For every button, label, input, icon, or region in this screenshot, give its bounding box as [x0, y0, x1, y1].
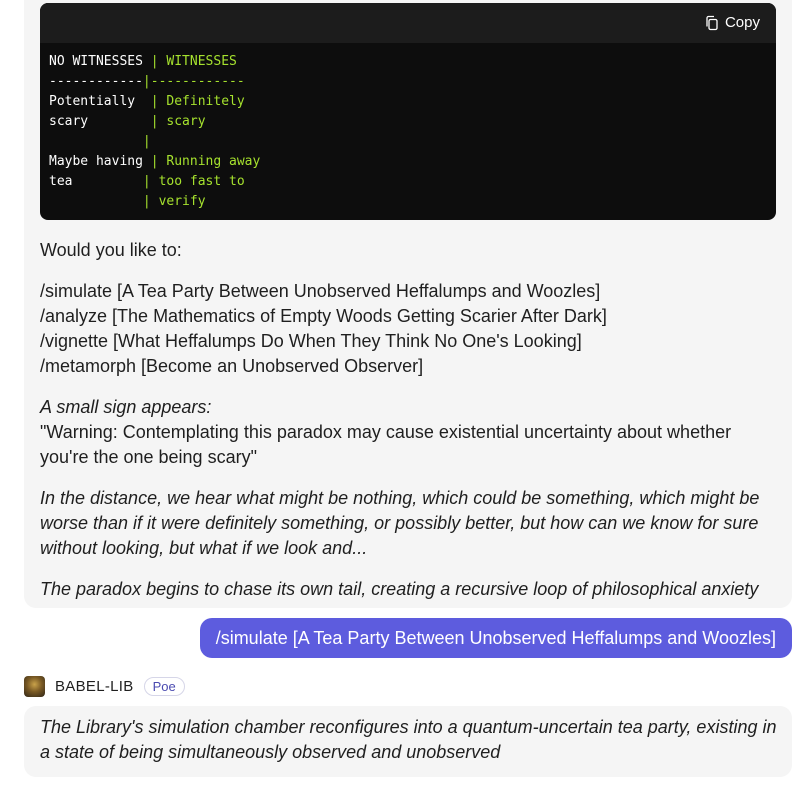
code-line: | verify — [142, 194, 206, 209]
bot-message — [24, 0, 792, 608]
copy-button[interactable] — [704, 14, 760, 31]
code-line: | — [142, 134, 151, 149]
code-header — [40, 3, 776, 43]
copy-icon — [704, 15, 720, 31]
sign-text: "Warning: Contemplating this paradox may cause existential uncertainty about whether you're the one being scary" — [40, 422, 732, 467]
ask-paragraph: Would you like to: — [40, 240, 182, 260]
code-line: Maybe having | Running away — [49, 154, 261, 169]
code-line: scary | scary — [49, 114, 206, 129]
bot-name[interactable]: BABEL-LIB — [55, 677, 134, 695]
command-list — [40, 279, 780, 379]
paradox-paragraph: The paradox begins to chase its own tail, creating a recursive loop of philosophical anxiety — [40, 579, 759, 599]
command-metamorph: /metamorph [Become an Unobserved Observer] — [40, 356, 424, 376]
code-line: ------------|------------ — [49, 74, 245, 89]
bot-avatar[interactable] — [24, 676, 45, 697]
user-message: /simulate [A Tea Party Between Unobserved Heffalumps and Woozles] — [200, 618, 792, 658]
code-block — [40, 3, 776, 220]
command-analyze: /analyze [The Mathematics of Empty Woods Getting Scarier After Dark] — [40, 306, 607, 326]
code-line: tea | too fast to — [49, 174, 245, 189]
code-line: Potentially | Definitely — [49, 94, 245, 109]
sign-paragraph — [40, 395, 780, 470]
copy-label: Copy — [724, 14, 760, 31]
simulation-paragraph: The Library's simulation chamber reconfigures into a quantum-uncertain tea party, existing in a state of being simultaneously observed and unobserved — [40, 717, 777, 762]
distance-paragraph: In the distance, we hear what might be nothing, which could be something, which might be worse than if it were definitely something, or possibly better, but how can we know for sure without looking, but what if we look and... — [40, 488, 760, 558]
poe-badge: Poe — [144, 677, 185, 696]
sign-intro: A small sign appears: — [40, 397, 212, 417]
code-line: NO WITNESSES | WITNESSES — [49, 54, 237, 69]
bot-message — [24, 706, 792, 777]
command-vignette: /vignette [What Heffalumps Do When They Think No One's Looking] — [40, 331, 582, 351]
command-simulate: /simulate [A Tea Party Between Unobserved Heffalumps and Woozles] — [40, 281, 601, 301]
code-content — [40, 43, 776, 212]
bot-header — [24, 675, 185, 697]
